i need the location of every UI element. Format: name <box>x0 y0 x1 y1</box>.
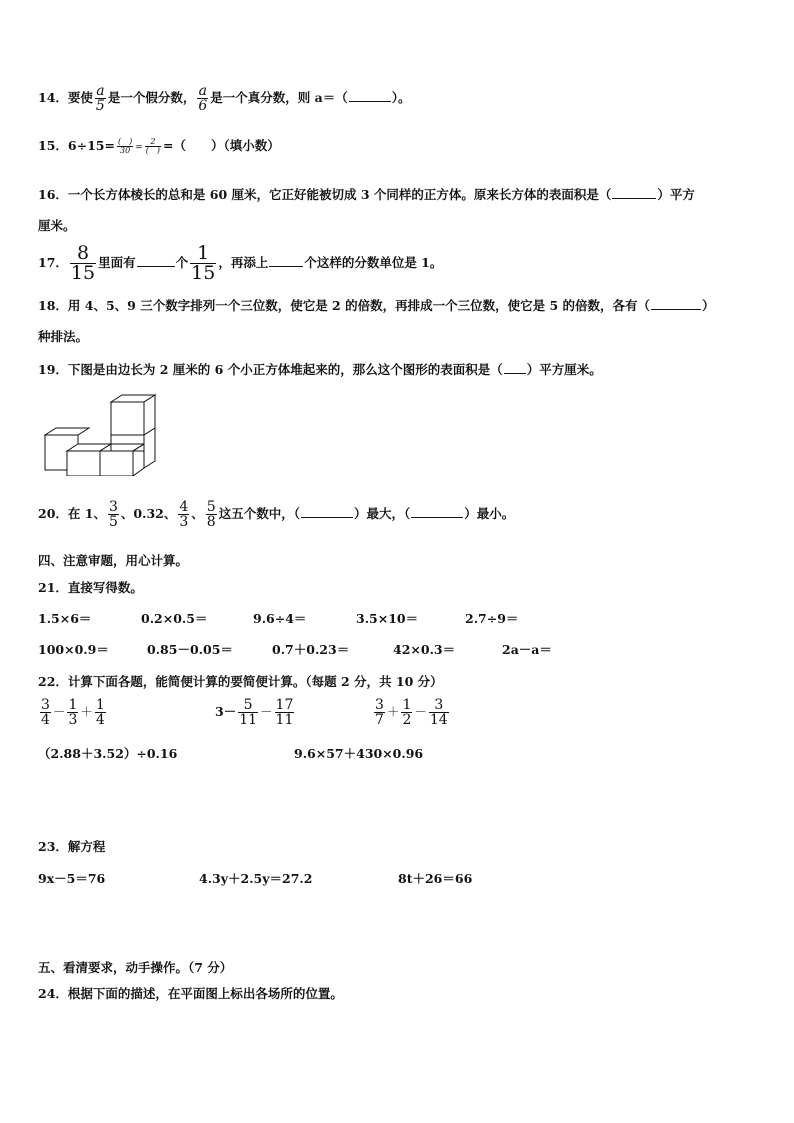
answer-blank[interactable] <box>504 372 526 374</box>
question-number: 14． <box>38 90 68 105</box>
fraction: $\frac{3}{7}$ <box>375 697 384 728</box>
question-text: 厘米。 <box>38 218 76 233</box>
calc-item: 0.85－0.05＝ <box>147 642 233 657</box>
equation: 9x－5＝76 <box>38 871 106 886</box>
question-text: ）平方 <box>657 187 695 202</box>
operator: 3－ <box>215 704 237 719</box>
question-text: 要使 <box>67 90 93 105</box>
question-text: 在 1、 <box>67 506 106 521</box>
expression-1 <box>38 698 108 727</box>
question-21 <box>38 582 143 595</box>
question-text: 个 <box>175 255 189 270</box>
question-14 <box>38 84 411 113</box>
fraction: $\frac{a}{6}$ <box>198 83 208 114</box>
question-19 <box>38 364 602 377</box>
question-text: 6÷15= <box>67 138 115 153</box>
fraction: $\frac{3}{4}$ <box>41 697 50 728</box>
section-5-heading: 五、看清要求，动手操作。（7 分） <box>38 960 233 975</box>
operator: － <box>260 704 273 719</box>
question-text: ）。 <box>391 90 411 105</box>
question-23 <box>38 841 105 854</box>
question-text: ）最小。 <box>464 506 515 521</box>
question-number: 15． <box>38 138 68 153</box>
expression-3 <box>372 698 451 727</box>
fraction: $\frac{a}{5}$ <box>95 83 105 114</box>
question-number: 18． <box>38 298 68 313</box>
question-text: ，再添上 <box>218 255 269 270</box>
answer-blank[interactable] <box>269 265 303 267</box>
question-20 <box>38 500 514 529</box>
question-text: 一个长方体棱长的总和是 60 厘米，它正好能被切成 3 个同样的正方体。原来长方体的表面积是（ <box>67 187 612 202</box>
fraction: $\frac{8}{15}$ <box>70 242 96 284</box>
question-text: 里面有 <box>98 255 136 270</box>
expression-5: 9.6×57＋430×0.96 <box>294 746 424 761</box>
question-text: =（ ）（填小数） <box>163 138 280 153</box>
question-18-line1 <box>38 300 715 313</box>
calc-item: 1.5×6＝ <box>38 611 92 626</box>
question-title: 计算下面各题，能简便计算的要简便计算。（每题 2 分，共 10 分） <box>67 674 443 689</box>
question-22 <box>38 676 443 689</box>
answer-blank[interactable] <box>411 516 463 518</box>
question-text: 种排法。 <box>38 329 89 344</box>
expression-2 <box>215 698 296 727</box>
question-text: 个这样的分数单位是 1。 <box>304 255 443 270</box>
fraction: $\frac{17}{11}$ <box>275 697 294 728</box>
fraction: $\frac{4}{3}$ <box>179 499 189 530</box>
answer-blank[interactable] <box>301 516 353 518</box>
cube-stack-figure <box>44 392 164 476</box>
question-24 <box>38 988 343 1001</box>
calc-item: 2.7÷9＝ <box>465 611 519 626</box>
equals-sign: = <box>135 143 143 153</box>
question-number: 24． <box>38 986 68 1001</box>
fraction: $\frac{2}{( )}$ <box>145 137 160 155</box>
equation: 8t＋26＝66 <box>398 871 473 886</box>
question-text: ）平方厘米。 <box>526 362 602 377</box>
question-text: ） <box>702 298 715 313</box>
operator: ＋ <box>386 704 400 719</box>
operator: ＋ <box>80 704 93 719</box>
fraction: $\frac{1}{3}$ <box>68 697 78 728</box>
question-text: 、 <box>191 506 204 521</box>
question-text: 根据下面的描述，在平面图上标出各场所的位置。 <box>67 986 343 1001</box>
question-number: 16． <box>38 187 68 202</box>
question-text: 是一个假分数， <box>107 90 196 105</box>
calc-item: 42×0.3＝ <box>393 642 456 657</box>
question-title: 解方程 <box>67 839 106 854</box>
calc-item: 0.2×0.5＝ <box>141 611 208 626</box>
answer-blank[interactable] <box>651 308 701 310</box>
question-15 <box>38 138 280 155</box>
expression-4: （2.88＋3.52）÷0.16 <box>38 746 178 761</box>
operator: － <box>414 704 427 719</box>
question-text: 下图是由边长为 2 厘米的 6 个小正方体堆起来的，那么这个图形的表面积是（ <box>67 362 503 377</box>
question-16-line2 <box>38 220 76 233</box>
fraction: $\frac{1}{2}$ <box>402 697 412 728</box>
question-title: 直接写得数。 <box>67 580 143 595</box>
calc-item: 2a－a＝ <box>502 642 552 657</box>
fraction: $\frac{5}{8}$ <box>206 499 216 530</box>
fraction: $\frac{1}{15}$ <box>191 242 216 284</box>
fraction: $\frac{5}{11}$ <box>239 697 258 728</box>
question-number: 23． <box>38 839 68 854</box>
fraction: $\frac{( )}{30}$ <box>117 137 133 155</box>
equation: 4.3y＋2.5y＝27.2 <box>199 871 313 886</box>
question-18-line2 <box>38 331 88 344</box>
question-text: 是一个真分数，则 a＝（ <box>210 90 348 105</box>
question-text: ）最大，（ <box>353 506 411 521</box>
calc-item: 100×0.9＝ <box>38 642 109 657</box>
answer-blank[interactable] <box>349 100 391 102</box>
calc-item: 0.7＋0.23＝ <box>272 642 350 657</box>
answer-blank[interactable] <box>612 197 656 199</box>
section-4-heading: 四、注意审题，用心计算。 <box>38 553 189 568</box>
fraction: $\frac{3}{14}$ <box>429 697 448 728</box>
question-number: 22． <box>38 674 68 689</box>
question-17 <box>38 244 442 283</box>
question-number: 21． <box>38 580 68 595</box>
question-16-line1 <box>38 189 695 202</box>
question-number: 17． <box>38 255 68 270</box>
question-number: 19． <box>38 362 68 377</box>
question-text: 、0.32、 <box>120 506 177 521</box>
question-text: 这五个数中，（ <box>218 506 300 521</box>
question-number: 20． <box>38 506 68 521</box>
question-text: 用 4、5、9 三个数字排列一个三位数，使它是 2 的倍数，再排成一个三位数，使它是 5 的倍数，各有（ <box>67 298 651 313</box>
calc-item: 9.6÷4＝ <box>253 611 307 626</box>
fraction: $\frac{3}{5}$ <box>108 499 118 530</box>
fraction: $\frac{1}{4}$ <box>95 697 105 728</box>
calc-item: 3.5×10＝ <box>356 611 419 626</box>
operator: － <box>52 704 66 719</box>
answer-blank[interactable] <box>137 265 175 267</box>
